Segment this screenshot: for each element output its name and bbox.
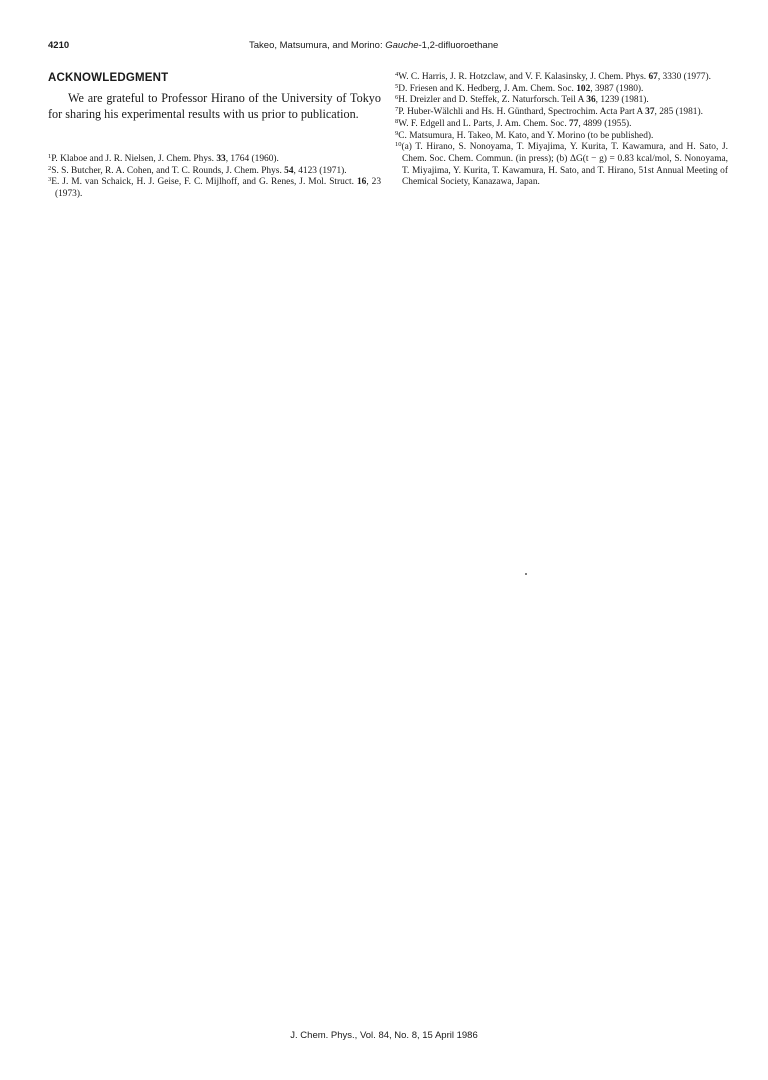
reference-text: E. J. M. van Schaick, H. J. Geise, F. C. Mijlhoff, and G. Renes, J. Mol. Struct. [51,177,357,188]
reference-number: 4 [395,71,399,78]
reference-text: P. Huber-Wälchli and Hs. H. Günthard, Spectrochim. Acta Part A [398,107,646,118]
running-title-italic: Gauche [385,40,419,51]
reference-number: 10 [395,141,402,149]
reference-volume: 54 [284,165,294,176]
reference-item [395,131,728,143]
reference-text: C. Matsumura, H. Takeo, M. Kato, and Y. Morino (to be published). [398,130,654,141]
reference-number: 1 [48,153,52,160]
left-column [48,72,381,201]
reference-pages-year: , 1239 (1981). [595,95,649,106]
reference-item [395,72,728,84]
reference-item [48,166,381,178]
reference-text: W. F. Edgell and L. Parts, J. Am. Chem. Soc. [398,118,570,129]
reference-item [48,177,381,200]
reference-item [395,95,728,107]
reference-number: 7 [395,106,399,114]
reference-text: P. Klaboe and J. R. Nielsen, J. Chem. Phys. [51,154,217,164]
reference-number: 3 [48,176,52,184]
reference-number: 5 [395,82,399,90]
reference-number: 2 [48,164,52,172]
acknowledgment-body: We are grateful to Professor Hirano of the University of Tokyo for sharing his experimental results with us prior to publication. [48,91,381,121]
reference-text: W. C. Harris, J. R. Hotzclaw, and V. F. Kalasinsky, J. Chem. Phys. [398,72,649,82]
reference-volume: 67 [648,72,658,82]
reference-volume: 37 [645,107,655,118]
reference-pages-year: , 4899 (1955). [578,118,632,129]
reference-item [395,84,728,96]
reference-text: (a) T. Hirano, S. Nonoyama, T. Miyajima, Y. Kurita, T. Kawamura, and H. Sato, J. Chem. Soc. Chem. Commun. (in press); (b) ΔG(t − g) = 0.83 kcal/mol, S. Nonoyama, T. Miyajima, Y. Kurita, T. Kawamura, H. Sato, and T. Hirano, 51st Annual Meeting of Chemical Society, Kanazawa, Japan. [401,142,728,188]
reference-volume: 33 [216,154,226,164]
reference-pages-year: , 3330 (1977). [657,72,711,82]
running-header [48,40,728,54]
reference-pages-year: , 1764 (1960). [225,154,279,164]
acknowledgment-heading: ACKNOWLEDGMENT [48,72,169,84]
reference-pages-year: , 23 (1973). [55,177,382,200]
running-title-authors: Takeo, Matsumura, and Morino: [249,40,386,51]
reference-item [395,119,728,131]
reference-pages-year: , 4123 (1971). [293,165,347,176]
reference-item [48,154,381,166]
reference-number: 8 [395,117,399,125]
reference-volume: 102 [576,83,591,94]
scan-speck [525,573,527,575]
reference-text: S. S. Butcher, R. A. Cohen, and T. C. Rounds, J. Chem. Phys. [51,165,285,176]
reference-pages-year: , 285 (1981). [654,107,703,118]
reference-number: 6 [395,94,399,102]
reference-text: H. Dreizler and D. Steffek, Z. Naturforsch. Teil A [398,95,587,106]
reference-list-right [395,72,728,189]
reference-pages-year: , 3987 (1980). [590,83,644,94]
running-title-rest: -1,2-difluoroethane [418,40,499,51]
reference-text: D. Friesen and K. Hedberg, J. Am. Chem. Soc. [398,83,577,94]
reference-item [395,107,728,119]
reference-volume: 36 [586,95,596,106]
right-column [395,72,728,189]
reference-list-left [48,154,381,201]
page-number: 4210 [48,40,70,51]
reference-volume: 77 [569,118,579,129]
running-title [249,40,498,51]
reference-item [395,142,728,189]
journal-footer: J. Chem. Phys., Vol. 84, No. 8, 15 April 1986 [290,1030,478,1041]
reference-number: 9 [395,129,399,137]
reference-volume: 16 [356,177,367,188]
